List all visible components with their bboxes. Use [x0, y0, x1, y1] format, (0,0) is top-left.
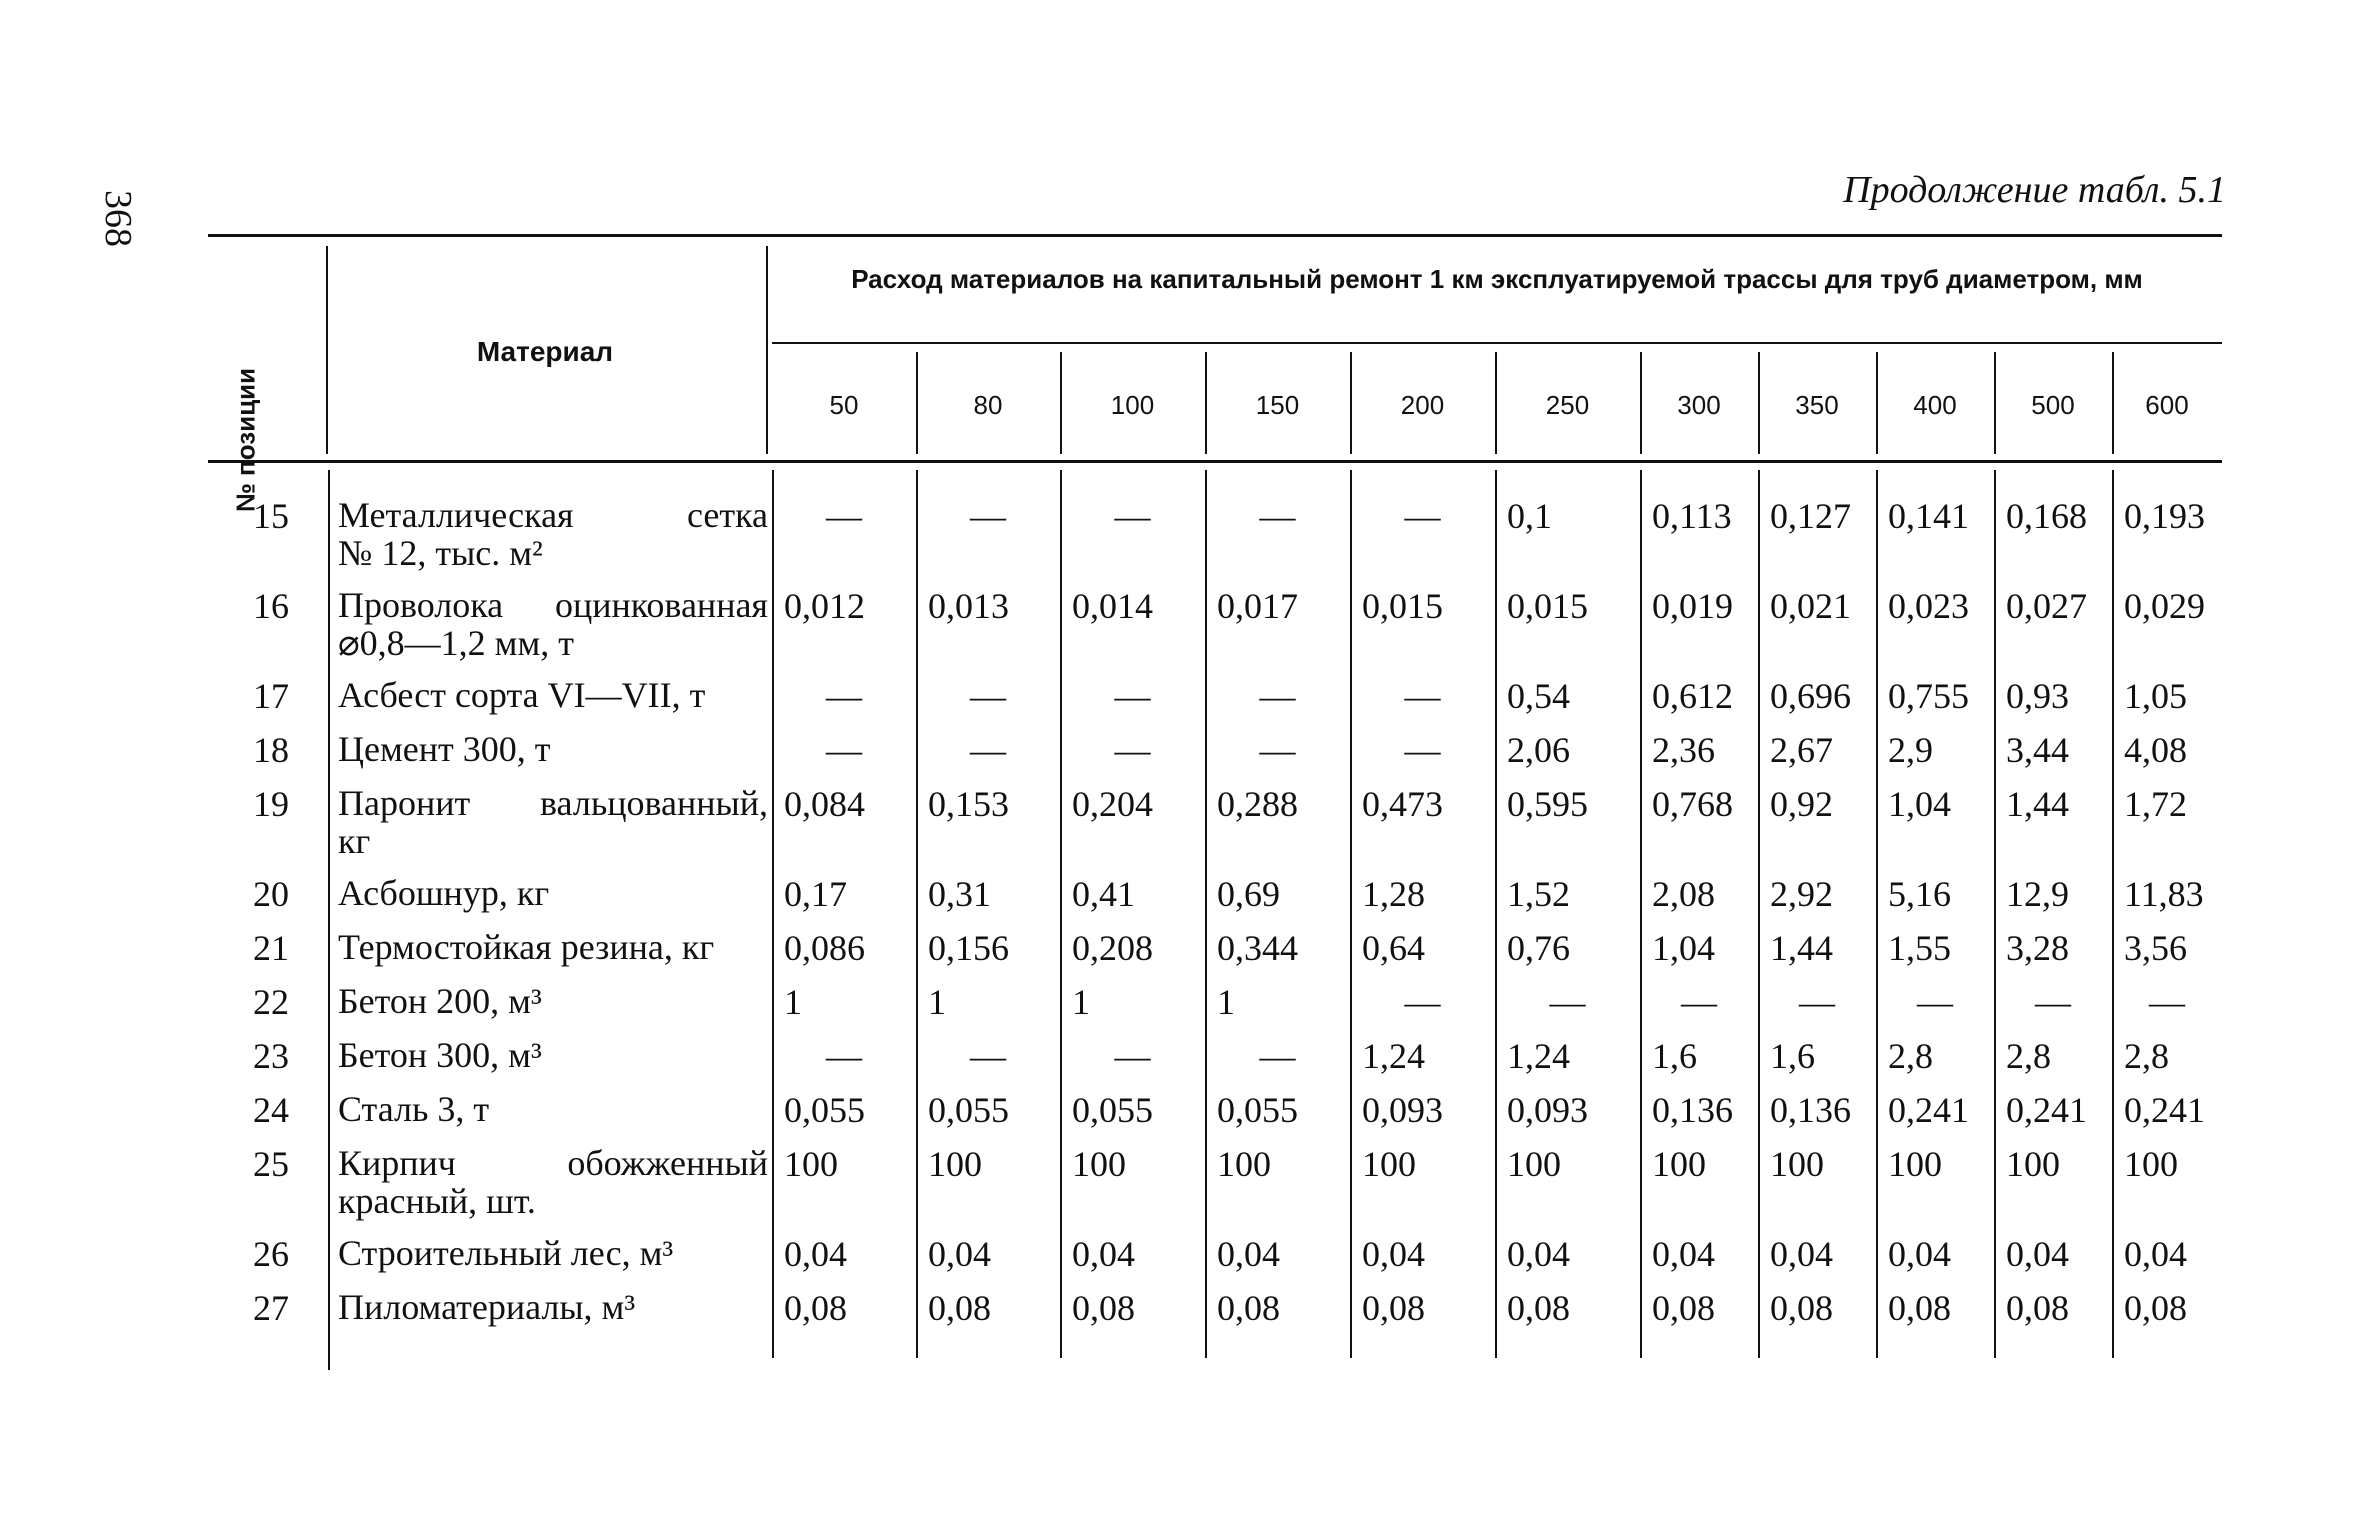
value-cell: 0,093: [1507, 1090, 1588, 1130]
row-number: 19: [253, 784, 289, 824]
value-cell: 0,241: [2006, 1090, 2087, 1130]
material-name-line-2: кг: [338, 821, 371, 861]
value-cell: 0,113: [1652, 496, 1732, 536]
value-cell: 5,16: [1888, 874, 1951, 914]
value-cell: 0,141: [1888, 496, 1969, 536]
value-cell: —: [1404, 496, 1441, 536]
material-name-line-2: № 12, тыс. м²: [338, 533, 543, 573]
value-cell: 1,24: [1507, 1036, 1570, 1076]
value-cell: —: [2149, 982, 2185, 1022]
body-column-separator: [916, 470, 918, 1358]
value-cell: 2,9: [1888, 730, 1933, 770]
value-cell: 0,288: [1217, 784, 1298, 824]
value-cell: 3,28: [2006, 928, 2069, 968]
value-cell: 0,08: [928, 1288, 991, 1328]
material-name: [338, 784, 768, 860]
value-cell: 0,013: [928, 586, 1009, 626]
body-column-separator: [1350, 470, 1352, 1358]
position-column-header: № позиции: [230, 367, 261, 513]
value-cell: 0,54: [1507, 676, 1570, 716]
value-cell: 0,027: [2006, 586, 2087, 626]
material-name: [338, 586, 768, 662]
row-number: 20: [253, 874, 289, 914]
value-cell: 3,44: [2006, 730, 2069, 770]
material-name: [338, 496, 768, 572]
material-name-line-1: Сталь 3, т: [338, 1089, 490, 1129]
body-column-separator: [1060, 470, 1062, 1358]
value-cell: 0,04: [1770, 1234, 1833, 1274]
material-name-line-1: Кирпич обожженный: [338, 1143, 768, 1183]
value-cell: 1: [1217, 982, 1235, 1022]
material-name: [338, 982, 768, 1020]
value-cell: 0,08: [1888, 1288, 1951, 1328]
value-cell: 2,06: [1507, 730, 1570, 770]
value-cell: 0,156: [928, 928, 1009, 968]
diameter-header-600: 600: [2145, 390, 2189, 420]
material-name-line-1: Бетон 200, м³: [338, 981, 542, 1021]
value-cell: 0,04: [1507, 1234, 1570, 1274]
value-cell: —: [1404, 730, 1441, 770]
value-cell: 0,04: [928, 1234, 991, 1274]
value-cell: 0,69: [1217, 874, 1280, 914]
value-cell: 100: [1507, 1144, 1561, 1184]
row-number: 18: [253, 730, 289, 770]
value-cell: 0,1: [1507, 496, 1552, 536]
value-cell: 0,093: [1362, 1090, 1443, 1130]
material-name-line-1: Паронит вальцованный,: [338, 783, 768, 823]
material-name-line-1: Проволока оцинкованная: [338, 585, 768, 625]
value-cell: 0,055: [1217, 1090, 1298, 1130]
value-cell: 2,08: [1652, 874, 1715, 914]
diameter-header-80: 80: [973, 390, 1003, 420]
value-cell: 0,344: [1217, 928, 1298, 968]
value-cell: 0,136: [1770, 1090, 1851, 1130]
body-column-separator: [2112, 470, 2114, 1358]
value-cell: 0,084: [784, 784, 865, 824]
value-cell: 1,6: [1652, 1036, 1697, 1076]
value-cell: 0,055: [928, 1090, 1009, 1130]
material-name: [338, 1234, 768, 1272]
value-cell: 0,473: [1362, 784, 1443, 824]
value-cell: 0,04: [2006, 1234, 2069, 1274]
value-cell: 1,6: [1770, 1036, 1815, 1076]
diameter-separator: [1060, 352, 1062, 454]
material-name-line-1: Строительный лес, м³: [338, 1233, 674, 1273]
value-cell: 0,04: [1888, 1234, 1951, 1274]
value-cell: 0,612: [1652, 676, 1733, 716]
value-cell: 0,015: [1362, 586, 1443, 626]
material-name: [338, 1090, 768, 1128]
value-cell: 0,055: [1072, 1090, 1153, 1130]
value-cell: —: [970, 496, 1006, 536]
value-cell: 0,08: [2124, 1288, 2187, 1328]
material-name-line-1: Термостойкая резина, кг: [338, 927, 715, 967]
value-cell: 3,56: [2124, 928, 2187, 968]
value-cell: 100: [1217, 1144, 1271, 1184]
value-cell: —: [826, 730, 862, 770]
value-cell: 0,92: [1770, 784, 1833, 824]
value-cell: 1,04: [1888, 784, 1951, 824]
row-number: 27: [253, 1288, 289, 1328]
value-cell: 1: [1072, 982, 1090, 1022]
material-name: [338, 1144, 768, 1220]
value-cell: 0,595: [1507, 784, 1588, 824]
value-cell: 0,08: [1072, 1288, 1135, 1328]
value-cell: 12,9: [2006, 874, 2069, 914]
value-cell: 4,08: [2124, 730, 2187, 770]
body-column-separator: [1758, 470, 1760, 1358]
value-cell: 1,55: [1888, 928, 1951, 968]
row-number: 23: [253, 1036, 289, 1076]
page-number: 368: [97, 190, 139, 247]
value-cell: 0,76: [1507, 928, 1570, 968]
value-cell: 1,72: [2124, 784, 2187, 824]
row-number: 24: [253, 1090, 289, 1130]
value-cell: 0,696: [1770, 676, 1851, 716]
material-name: [338, 676, 768, 714]
value-cell: 1,05: [2124, 676, 2187, 716]
diameter-rule: [772, 342, 2222, 344]
header-bottom-rule: [208, 460, 2222, 463]
value-cell: 1: [928, 982, 946, 1022]
diameter-separator: [1205, 352, 1207, 454]
value-cell: —: [1114, 496, 1151, 536]
material-name-line-1: Бетон 300, м³: [338, 1035, 542, 1075]
value-cell: 0,193: [2124, 496, 2205, 536]
value-cell: 0,04: [1072, 1234, 1135, 1274]
diameter-header-500: 500: [2031, 390, 2075, 420]
value-cell: 0,023: [1888, 586, 1969, 626]
value-cell: 0,153: [928, 784, 1009, 824]
material-name: [338, 1036, 768, 1074]
material-name-line-1: Цемент 300, т: [338, 729, 551, 769]
diameter-header-150: 150: [1255, 390, 1300, 420]
diameter-separator: [1495, 352, 1497, 454]
value-cell: —: [1259, 496, 1296, 536]
value-cell: 0,04: [1217, 1234, 1280, 1274]
value-cell: —: [1259, 1036, 1296, 1076]
value-cell: —: [826, 1036, 862, 1076]
body-column-separator: [772, 470, 774, 1358]
material-name: [338, 1288, 768, 1326]
value-cell: —: [1114, 1036, 1151, 1076]
row-number: 26: [253, 1234, 289, 1274]
value-cell: 100: [1770, 1144, 1824, 1184]
body-column-separator: [1876, 470, 1878, 1358]
value-cell: 1,52: [1507, 874, 1570, 914]
value-cell: 11,83: [2124, 874, 2204, 914]
value-cell: 1,04: [1652, 928, 1715, 968]
diameter-header-200: 200: [1400, 390, 1445, 420]
value-cell: 0,04: [2124, 1234, 2187, 1274]
row-number: 15: [253, 496, 289, 536]
body-column-separator: [1640, 470, 1642, 1358]
body-column-separator: [328, 470, 330, 1370]
value-cell: 0,012: [784, 586, 865, 626]
value-cell: 0,41: [1072, 874, 1135, 914]
value-cell: —: [970, 730, 1006, 770]
value-cell: 0,136: [1652, 1090, 1733, 1130]
value-cell: —: [1404, 982, 1441, 1022]
value-cell: 0,241: [2124, 1090, 2205, 1130]
material-name-line-1: Асбест сорта VI—VII, т: [338, 675, 706, 715]
value-cell: 0,241: [1888, 1090, 1969, 1130]
value-cell: 0,08: [1217, 1288, 1280, 1328]
value-cell: 100: [784, 1144, 838, 1184]
value-cell: 100: [928, 1144, 982, 1184]
value-cell: 2,92: [1770, 874, 1833, 914]
top-rule: [208, 234, 2222, 237]
value-cell: 0,015: [1507, 586, 1588, 626]
value-cell: —: [826, 676, 862, 716]
value-cell: 100: [2124, 1144, 2178, 1184]
diameter-header-100: 100: [1110, 390, 1155, 420]
value-cell: 0,208: [1072, 928, 1153, 968]
header-sep-position: [326, 246, 328, 454]
material-name: [338, 874, 768, 912]
value-cell: 2,8: [2006, 1036, 2051, 1076]
diameter-separator: [1758, 352, 1760, 454]
value-cell: 100: [1072, 1144, 1126, 1184]
value-cell: —: [970, 1036, 1006, 1076]
value-cell: 2,8: [1888, 1036, 1933, 1076]
value-cell: 1,24: [1362, 1036, 1425, 1076]
diameter-header-400: 400: [1913, 390, 1957, 420]
value-cell: 0,08: [1362, 1288, 1425, 1328]
value-cell: 0,08: [1770, 1288, 1833, 1328]
value-cell: 0,08: [2006, 1288, 2069, 1328]
row-number: 17: [253, 676, 289, 716]
value-cell: 0,08: [784, 1288, 847, 1328]
value-cell: 1,28: [1362, 874, 1425, 914]
diameter-separator: [1876, 352, 1878, 454]
value-cell: 0,31: [928, 874, 991, 914]
value-cell: 100: [1652, 1144, 1706, 1184]
value-cell: 100: [1362, 1144, 1416, 1184]
value-cell: —: [1404, 676, 1441, 716]
diameter-header-50: 50: [829, 390, 859, 420]
value-cell: 0,029: [2124, 586, 2205, 626]
value-cell: 1,44: [2006, 784, 2069, 824]
row-number: 16: [253, 586, 289, 626]
material-name-line-1: Пиломатериалы, м³: [338, 1287, 636, 1327]
value-cell: 0,755: [1888, 676, 1969, 716]
diameter-header-300: 300: [1677, 390, 1721, 420]
material-name: [338, 730, 768, 768]
value-cell: 0,64: [1362, 928, 1425, 968]
diameter-separator: [1640, 352, 1642, 454]
value-cell: 0,204: [1072, 784, 1153, 824]
value-cell: 2,8: [2124, 1036, 2169, 1076]
value-cell: 0,055: [784, 1090, 865, 1130]
value-cell: 0,768: [1652, 784, 1733, 824]
value-cell: —: [1114, 730, 1151, 770]
material-name-line-1: Асбошнур, кг: [338, 873, 550, 913]
value-cell: 100: [2006, 1144, 2060, 1184]
body-column-separator: [1205, 470, 1207, 1358]
value-cell: 0,168: [2006, 496, 2087, 536]
value-cell: —: [970, 676, 1006, 716]
material-name-line-1: Металлическая сетка: [338, 495, 768, 535]
consumption-column-header: Расход материалов на капитальный ремонт 1 км эксплуатируемой трассы для труб диаметром, мм: [851, 264, 2143, 294]
value-cell: 0,17: [784, 874, 847, 914]
diameter-separator: [916, 352, 918, 454]
value-cell: —: [2035, 982, 2071, 1022]
value-cell: 0,019: [1652, 586, 1733, 626]
material-column-header: Материал: [476, 336, 614, 367]
row-number: 21: [253, 928, 289, 968]
diameter-separator: [1994, 352, 1996, 454]
table-continuation-caption: Продолжение табл. 5.1: [1843, 169, 2226, 211]
diameter-header-250: 250: [1545, 390, 1590, 420]
material-name: [338, 928, 768, 966]
body-column-separator: [1994, 470, 1996, 1358]
value-cell: 1: [784, 982, 802, 1022]
diameter-header-350: 350: [1795, 390, 1839, 420]
value-cell: 0,017: [1217, 586, 1298, 626]
value-cell: —: [1114, 676, 1151, 716]
value-cell: 0,93: [2006, 676, 2069, 716]
material-name-line-2: красный, шт.: [338, 1181, 536, 1221]
value-cell: 0,021: [1770, 586, 1851, 626]
diameter-separator: [2112, 352, 2114, 454]
value-cell: —: [1259, 730, 1296, 770]
value-cell: 0,08: [1652, 1288, 1715, 1328]
value-cell: —: [1549, 982, 1586, 1022]
diameter-separator: [1350, 352, 1352, 454]
value-cell: 0,04: [1652, 1234, 1715, 1274]
value-cell: 0,04: [784, 1234, 847, 1274]
header-sep-material: [766, 246, 768, 454]
value-cell: 0,08: [1507, 1288, 1570, 1328]
body-column-separator: [1495, 470, 1497, 1358]
value-cell: 2,36: [1652, 730, 1715, 770]
material-name-line-2: ⌀0,8—1,2 мм, т: [338, 623, 574, 663]
value-cell: 100: [1888, 1144, 1942, 1184]
value-cell: —: [826, 496, 862, 536]
value-cell: —: [1681, 982, 1717, 1022]
value-cell: 0,127: [1770, 496, 1851, 536]
value-cell: 0,04: [1362, 1234, 1425, 1274]
value-cell: 2,67: [1770, 730, 1833, 770]
value-cell: 0,014: [1072, 586, 1153, 626]
value-cell: —: [1917, 982, 1953, 1022]
value-cell: 0,086: [784, 928, 865, 968]
row-number: 25: [253, 1144, 289, 1184]
value-cell: —: [1799, 982, 1835, 1022]
value-cell: 1,44: [1770, 928, 1833, 968]
value-cell: —: [1259, 676, 1296, 716]
row-number: 22: [253, 982, 289, 1022]
